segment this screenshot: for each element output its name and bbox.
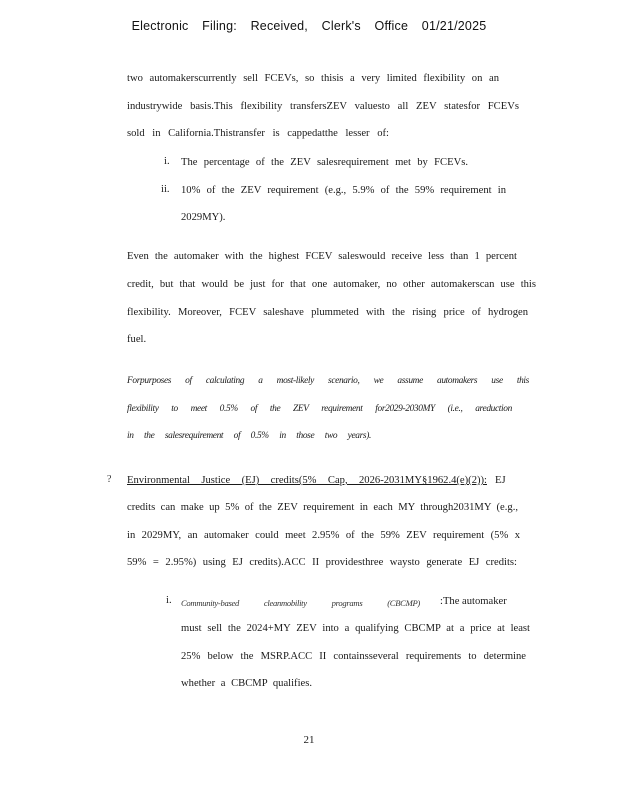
page-number: 21 — [303, 734, 315, 746]
list1-num-1: i. — [164, 156, 170, 167]
para2-line-2: credit, but that would be just for that one automaker, no other automakerscan use this — [127, 279, 536, 290]
list1-item-2-line-2: 2029MY). — [181, 212, 226, 223]
para3-line-1: Forpurposes of calculating a most-likely scenario, we assume automakers use this — [127, 376, 529, 386]
list2-label: Community-based cleanmobility programs (CBCMP) — [181, 598, 420, 608]
para2-line-3: flexibility. Moreover, FCEV saleshave plummeted with the rising price of hydrogen — [127, 307, 528, 318]
para2-line-1: Even the automaker with the highest FCEV saleswould receive less than 1 percent — [127, 251, 517, 262]
filing-header: Electronic Filing: Received, Clerk's Office 01/21/2025 — [131, 19, 487, 33]
bullet-heading: Environmental Justice (EJ) credits(5% Cap, 2026-2031MY§1962.4(e)(2)): — [127, 475, 487, 486]
list1-num-2: ii. — [161, 184, 170, 195]
list2-line-2: 25% below the MSRP.ACC II containsseveral requirements to determine — [181, 651, 526, 662]
para3-line-3: in the salesrequirement of 0.5% in those two years). — [127, 431, 371, 441]
list1-item-1: The percentage of the ZEV salesrequirement met by FCEVs. — [181, 157, 468, 168]
list2-first-tail: :The automaker — [440, 596, 507, 607]
list2-num: i. — [166, 595, 172, 606]
bullet-heading-tail: EJ — [495, 475, 506, 486]
para2-line-4: fuel. — [127, 334, 147, 345]
para1-line-3: sold in California.Thistransfer is cappedatthe lesser of: — [127, 128, 389, 139]
list2-line-3: whether a CBCMP qualifies. — [181, 678, 312, 689]
bullet-line-3: 59% = 2.95%) using EJ credits).ACC II providesthree waysto generate EJ credits: — [127, 557, 517, 568]
list1-item-2-line-1: 10% of the ZEV requirement (e.g., 5.9% of the 59% requirement in — [181, 185, 506, 196]
list2-line-1: must sell the 2024+MY ZEV into a qualifying CBCMP at a price at least — [181, 623, 530, 634]
para1-line-1: two automakerscurrently sell FCEVs, so thisis a very limited flexibility on an — [127, 73, 499, 84]
para3-line-2: flexibility to meet 0.5% of the ZEV requirement for2029-2030MY (i.e., areduction — [127, 404, 512, 414]
bullet-marker: ? — [107, 474, 112, 485]
bullet-line-2: in 2029MY, an automaker could meet 2.95% of the 59% ZEV requirement (5% x — [127, 530, 520, 541]
bullet-line-1: credits can make up 5% of the ZEV requirement in each MY through2031MY (e.g., — [127, 502, 518, 513]
para1-line-2: industrywide basis.This flexibility transfersZEV valuesto all ZEV statesfor FCEVs — [127, 101, 519, 112]
